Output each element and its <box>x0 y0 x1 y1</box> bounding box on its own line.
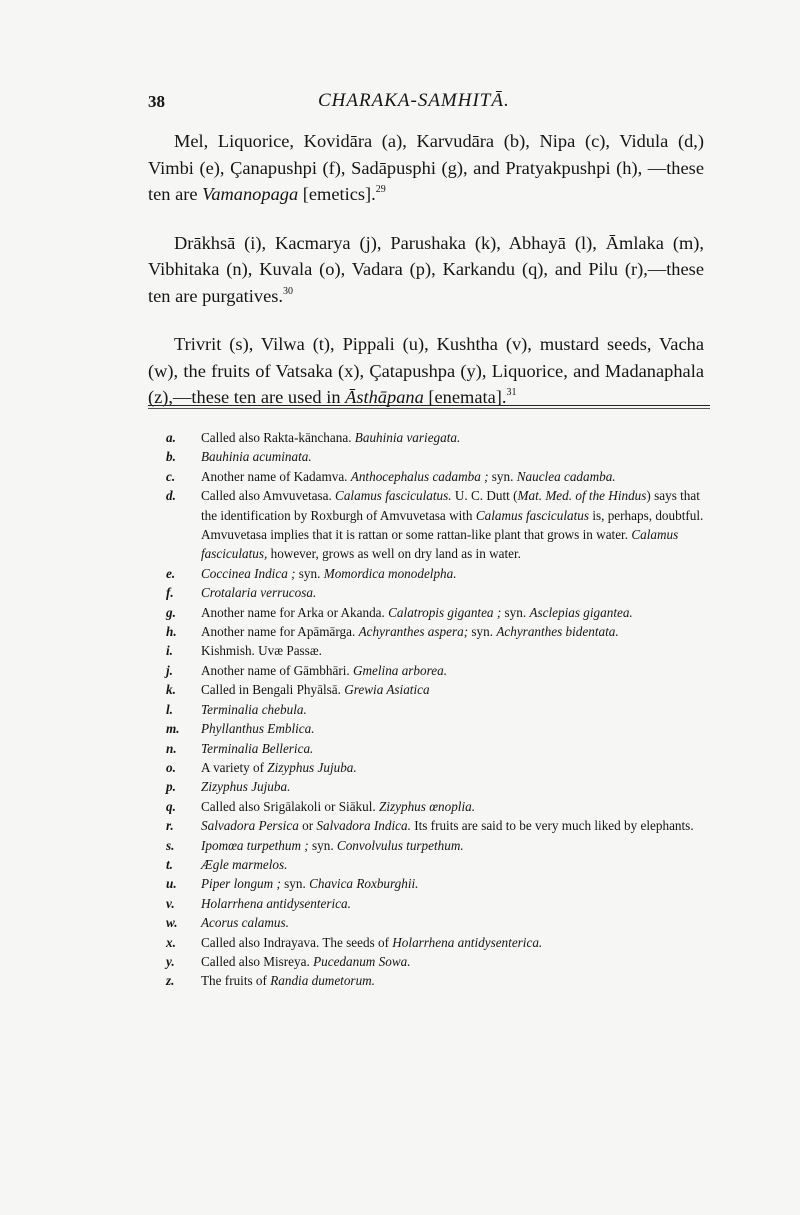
footnote-marker: u. <box>166 876 177 892</box>
text-run: syn. <box>280 876 310 892</box>
footnote-item <box>166 622 714 641</box>
verse-number: 31 <box>506 387 517 398</box>
italic-text: Holarrhena antidysenterica. <box>201 895 351 911</box>
footnote-marker: h. <box>166 624 177 640</box>
footnote-item <box>166 952 714 971</box>
footnote-text <box>201 836 714 855</box>
text-run: Another name for Arka or Akanda. <box>201 604 389 620</box>
italic-text: Ægle marmelos. <box>201 856 288 872</box>
page-number: 38 <box>148 92 165 111</box>
footnote-marker: j. <box>166 662 173 678</box>
footnote-marker: s. <box>166 837 175 853</box>
footnote-text <box>201 797 714 816</box>
footnotes <box>166 428 714 991</box>
footnote-item <box>166 739 714 758</box>
text-run: Mel, Liquorice, Kovidāra (a), Karvudāra (b), Nipa (c), Vidula (d,) Vimbi (e), Çanapushpi (f), Sadāpusphi (g), and Pratyakpushpi (h), —these ten are <box>148 131 704 204</box>
footnote-item <box>166 680 714 699</box>
footnote-item <box>166 564 714 583</box>
footnote-item <box>166 641 714 660</box>
footnote-item <box>166 933 714 952</box>
text-run: Called in Bengali Phyālsā. <box>201 682 345 698</box>
text-run: Called also Misreya. <box>201 953 314 969</box>
italic-text: Zizyphus œnoplia. <box>379 798 476 814</box>
italic-text: Piper longum ; <box>201 876 281 892</box>
footnote-marker: x. <box>166 934 176 950</box>
text-run: is, perhaps, doubtful. Amvuvetasa implies that it is rattan or some rattan-like plant that grows in water. <box>201 507 704 543</box>
italic-text: Zizyphus Jujuba. <box>267 759 357 775</box>
italic-text: Terminalia chebula. <box>201 701 307 717</box>
verse-paragraph <box>148 331 704 411</box>
footnote-text <box>201 641 714 660</box>
text-run: Another name of Gāmbhāri. <box>201 662 353 678</box>
italic-text: Nauclea cadamba. <box>516 468 616 484</box>
italic-text: Bauhinia acuminata. <box>201 449 312 465</box>
footnote-item <box>166 874 714 893</box>
text-run: syn. <box>501 604 530 620</box>
text-run: Drākhsā (i), Kacmarya (j), Parushaka (k), Abhayā (l), Āmlaka (m), Vibhitaka (n), Kuvala (o), Vadara (p), Karkandu (q), and Pilu (r),—these ten are purgatives. <box>148 232 704 306</box>
verse-number: 30 <box>282 285 293 297</box>
text-run: [emetics]. <box>298 184 376 204</box>
footnote-marker: r. <box>166 818 174 834</box>
footnote-marker: a. <box>166 430 176 445</box>
running-title: CHARAKA-SAMHITĀ. <box>318 90 510 111</box>
footnote-marker: o. <box>166 759 176 775</box>
footnote-marker: c. <box>166 468 176 484</box>
text-run: Another name of Kadamva. <box>201 468 351 484</box>
text-run: Another name for Apāmārga. <box>201 624 359 640</box>
italic-text: Bauhinia variegata. <box>354 430 461 445</box>
italic-text: Terminalia Bellerica. <box>201 740 314 756</box>
verse-paragraph <box>148 128 704 208</box>
footnote-text <box>201 952 714 971</box>
text-run: syn. <box>295 565 324 581</box>
footnote-item <box>166 758 714 777</box>
footnote-marker: p. <box>166 779 176 795</box>
footnote-item <box>166 428 714 447</box>
footnote-item <box>166 816 714 835</box>
footnote-marker: q. <box>166 798 176 814</box>
footnote-text <box>201 816 714 835</box>
footnote-item <box>166 777 714 796</box>
footnote-marker: g. <box>166 604 176 620</box>
footnote-text <box>201 894 714 913</box>
italic-text: Phyllanthus Emblica. <box>201 721 315 737</box>
footnote-text <box>201 719 714 738</box>
italic-text: Calamus fasciculatus <box>475 507 590 523</box>
italic-text: Randia dumetorum. <box>270 973 375 989</box>
footnote-item <box>166 603 714 622</box>
main-text <box>148 128 704 433</box>
footnote-item <box>166 486 714 564</box>
italic-text: Acorus calamus. <box>201 915 289 931</box>
footnote-marker: v. <box>166 895 175 911</box>
verse-number: 29 <box>375 184 386 195</box>
footnote-item <box>166 661 714 680</box>
footnote-marker: n. <box>166 740 177 756</box>
footnote-text <box>201 700 714 719</box>
footnote-text <box>201 855 714 874</box>
footnote-item <box>166 913 714 932</box>
footnote-item <box>166 583 714 602</box>
footnote-text <box>201 486 714 564</box>
footnote-text <box>201 428 714 447</box>
footnote-divider <box>148 405 710 406</box>
text-run: syn. <box>468 624 497 640</box>
italic-text: Asclepias gigantea. <box>529 604 633 620</box>
footnote-marker: y. <box>166 953 175 969</box>
italic-text: Calamus fasciculatus. <box>335 488 452 504</box>
footnote-marker: f. <box>166 585 174 601</box>
text-run: syn. <box>308 837 337 853</box>
footnote-item <box>166 855 714 874</box>
text-run: A variety of <box>201 759 268 775</box>
text-run: Kishmish. Uvæ Passæ. <box>201 643 322 659</box>
text-run: or <box>298 818 317 834</box>
italic-text: Crotalaria verrucosa. <box>201 585 317 601</box>
footnote-marker: d. <box>166 488 176 504</box>
footnote-item <box>166 971 714 990</box>
footnote-text <box>201 622 714 641</box>
footnote-item <box>166 797 714 816</box>
footnote-text <box>201 971 714 990</box>
italic-text: Achyranthes aspera; <box>358 624 469 640</box>
footnote-marker: w. <box>166 915 178 931</box>
italic-text: Ipomœa turpethum ; <box>201 837 309 853</box>
footnote-marker: e. <box>166 565 176 581</box>
footnote-text <box>201 564 714 583</box>
text-run: [enemata]. <box>423 387 507 407</box>
italic-text: Zizyphus Jujuba. <box>201 779 291 795</box>
footnote-item <box>166 700 714 719</box>
footnote-marker: t. <box>166 856 173 872</box>
italic-text: Gmelina arborea. <box>352 662 447 678</box>
text-run: The fruits of <box>201 973 271 989</box>
text-run: Called also Indrayava. The seeds of <box>201 934 393 950</box>
italic-text: Chavica Roxburghii. <box>309 876 419 892</box>
footnote-item <box>166 719 714 738</box>
footnote-text <box>201 583 714 602</box>
footnote-item <box>166 447 714 466</box>
italic-text: Convolvulus turpethum. <box>336 837 464 853</box>
footnote-text <box>201 467 714 486</box>
italic-text: Holarrhena antidysenterica. <box>392 934 543 950</box>
italic-text: Achyranthes bidentata. <box>496 624 619 640</box>
italic-text: Vamanopaga <box>202 184 299 204</box>
italic-text: Calatropis gigantea ; <box>388 604 502 620</box>
footnote-text <box>201 758 714 777</box>
footnote-text <box>201 777 714 796</box>
footnote-marker: m. <box>166 721 180 737</box>
footnote-marker: z. <box>166 973 175 989</box>
footnote-text <box>201 913 714 932</box>
italic-text: Anthocephalus cadamba ; <box>350 468 489 484</box>
text-run: Its fruits are said to be very much liked by elephants. <box>410 818 694 834</box>
verse-paragraph <box>148 230 704 310</box>
footnote-marker: l. <box>166 701 173 717</box>
italic-text: Āsthāpana <box>345 387 424 407</box>
text-run: ) says that the identification by Roxburgh of Amvuvetasa with <box>201 488 700 523</box>
italic-text: Mat. Med. of the Hindus <box>517 488 647 504</box>
text-run: Trivrit (s), Vilwa (t), Pippali (u), Kushtha (v), mustard seeds, Vacha (w), the fruits of Vatsaka (x), Çatapushpa (y), Liquorice, and Madanaphala (z),—these ten are used in <box>148 334 704 407</box>
footnote-marker: k. <box>166 682 176 698</box>
text-run: syn. <box>488 468 517 484</box>
text-run: U. C. Dutt ( <box>451 488 518 504</box>
footnote-marker: i. <box>166 643 173 659</box>
footnote-text <box>201 739 714 758</box>
footnote-item <box>166 836 714 855</box>
italic-text: Coccinea Indica ; <box>201 565 296 581</box>
footnote-item <box>166 894 714 913</box>
text-run: Called also Srigālakoli or Siākul. <box>201 798 380 814</box>
footnote-text <box>201 680 714 699</box>
italic-text: Calamus fasciculatus, <box>201 527 679 562</box>
text-run: however, grows as well on dry land as in water. <box>267 546 521 562</box>
footnote-text <box>201 661 714 680</box>
footnote-marker: b. <box>166 449 176 465</box>
page-header <box>148 92 708 120</box>
italic-text: Salvadora Indica. <box>316 818 411 834</box>
footnote-item <box>166 467 714 486</box>
footnote-text <box>201 874 714 893</box>
text-run: Called also Amvuvetasa. <box>201 488 336 504</box>
italic-text: Grewia Asiatica <box>344 682 430 698</box>
italic-text: Momordica monodelpha. <box>323 565 457 581</box>
footnote-text <box>201 447 714 466</box>
italic-text: Salvadora Persica <box>201 818 299 834</box>
footnote-text <box>201 933 714 952</box>
italic-text: Pucedanum Sowa. <box>313 953 411 969</box>
text-run: Called also Rakta-kānchana. <box>201 430 355 445</box>
footnote-text <box>201 603 714 622</box>
